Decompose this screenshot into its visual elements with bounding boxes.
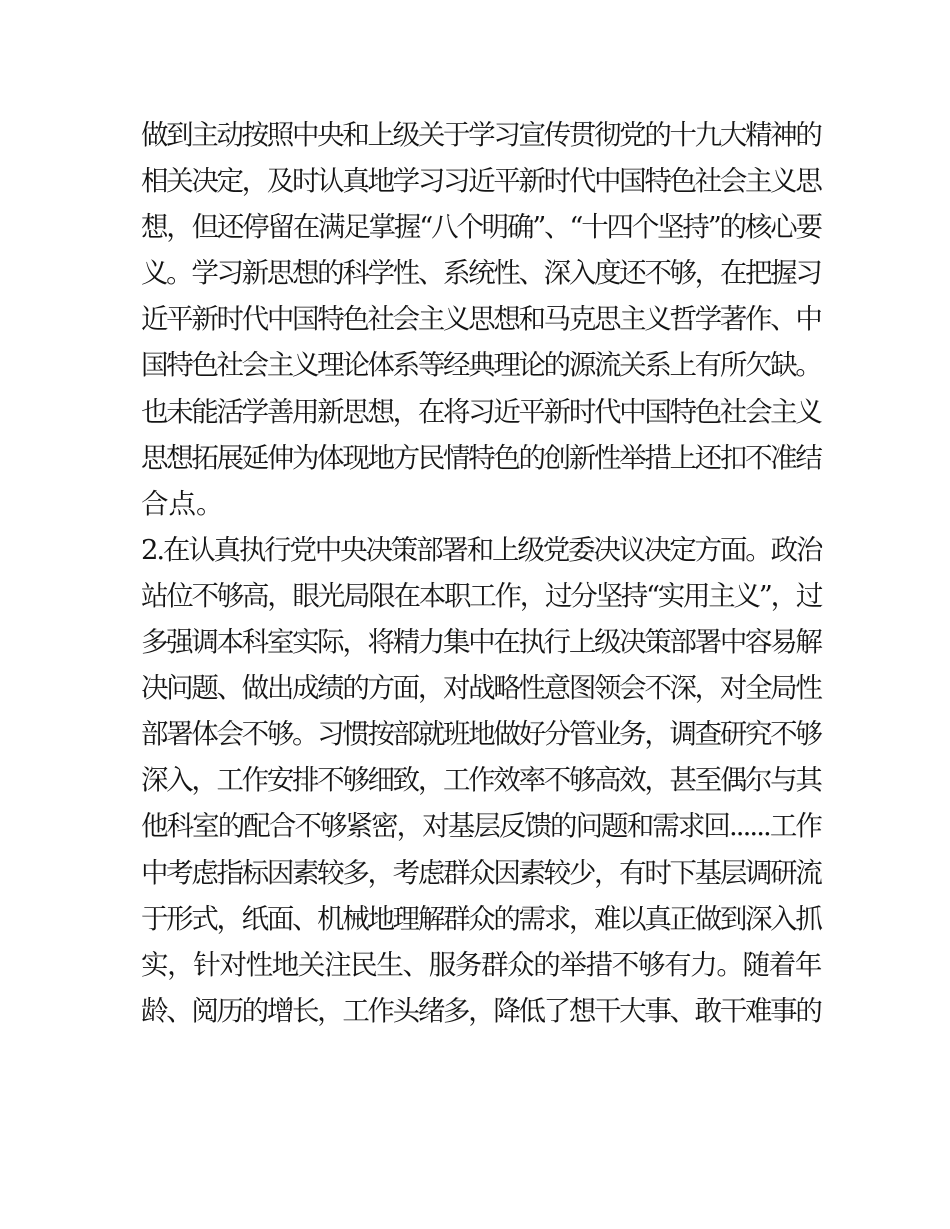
text-line: 他科室的配合不够紧密，对基层反馈的问题和需求回......工作 (141, 810, 821, 843)
text-line: 龄、阅历的增长，工作头绪多，降低了想干大事、敢干难事的 (141, 994, 821, 1027)
text-line: 决问题、做出成绩的方面，对战略性意图领会不深，对全局性 (141, 672, 821, 705)
text-line: 思想拓展延伸为体现地方民情特色的创新性举措上还扣不准结 (141, 441, 821, 474)
text-line: 合点。 (141, 487, 224, 520)
text-line: 国特色社会主义理论体系等经典理论的源流关系上有所欠缺。 (141, 349, 821, 382)
text-line: 部署体会不够。习惯按部就班地做好分管业务，调查研究不够 (141, 718, 821, 751)
text-line: 中考虑指标因素较多，考虑群众因素较少，有时下基层调研流 (141, 856, 821, 889)
text-line: 多强调本科室实际，将精力集中在执行上级决策部署中容易解 (141, 626, 821, 659)
body-text (141, 112, 821, 1034)
text-line: 于形式，纸面、机械地理解群众的需求，难以真正做到深入抓 (141, 902, 821, 935)
text-line: 实，针对性地关注民生、服务群众的举措不够有力。随着年 (141, 948, 821, 981)
text-line: 做到主动按照中央和上级关于学习宣传贯彻党的十九大精神的 (141, 119, 821, 151)
text-line: 想，但还停留在满足掌握“八个明确”、“十四个坚持”的核心要 (141, 211, 821, 244)
text-line: 2.在认真执行党中央决策部署和上级党委决议决定方面。政治 (141, 533, 822, 566)
text-line: 近平新时代中国特色社会主义思想和马克思主义哲学著作、中 (141, 303, 821, 336)
text-line: 义。学习新思想的科学性、系统性、深入度还不够，在把握习 (141, 257, 821, 290)
text-line: 深入，工作安排不够细致，工作效率不够高效，甚至偶尔与其 (141, 764, 821, 797)
text-line: 相关决定，及时认真地学习习近平新时代中国特色社会主义思 (141, 165, 821, 198)
text-line: 站位不够高，眼光局限在本职工作，过分坚持“实用主义”，过 (141, 579, 822, 612)
text-line: 也未能活学善用新思想，在将习近平新时代中国特色社会主义 (141, 395, 821, 428)
